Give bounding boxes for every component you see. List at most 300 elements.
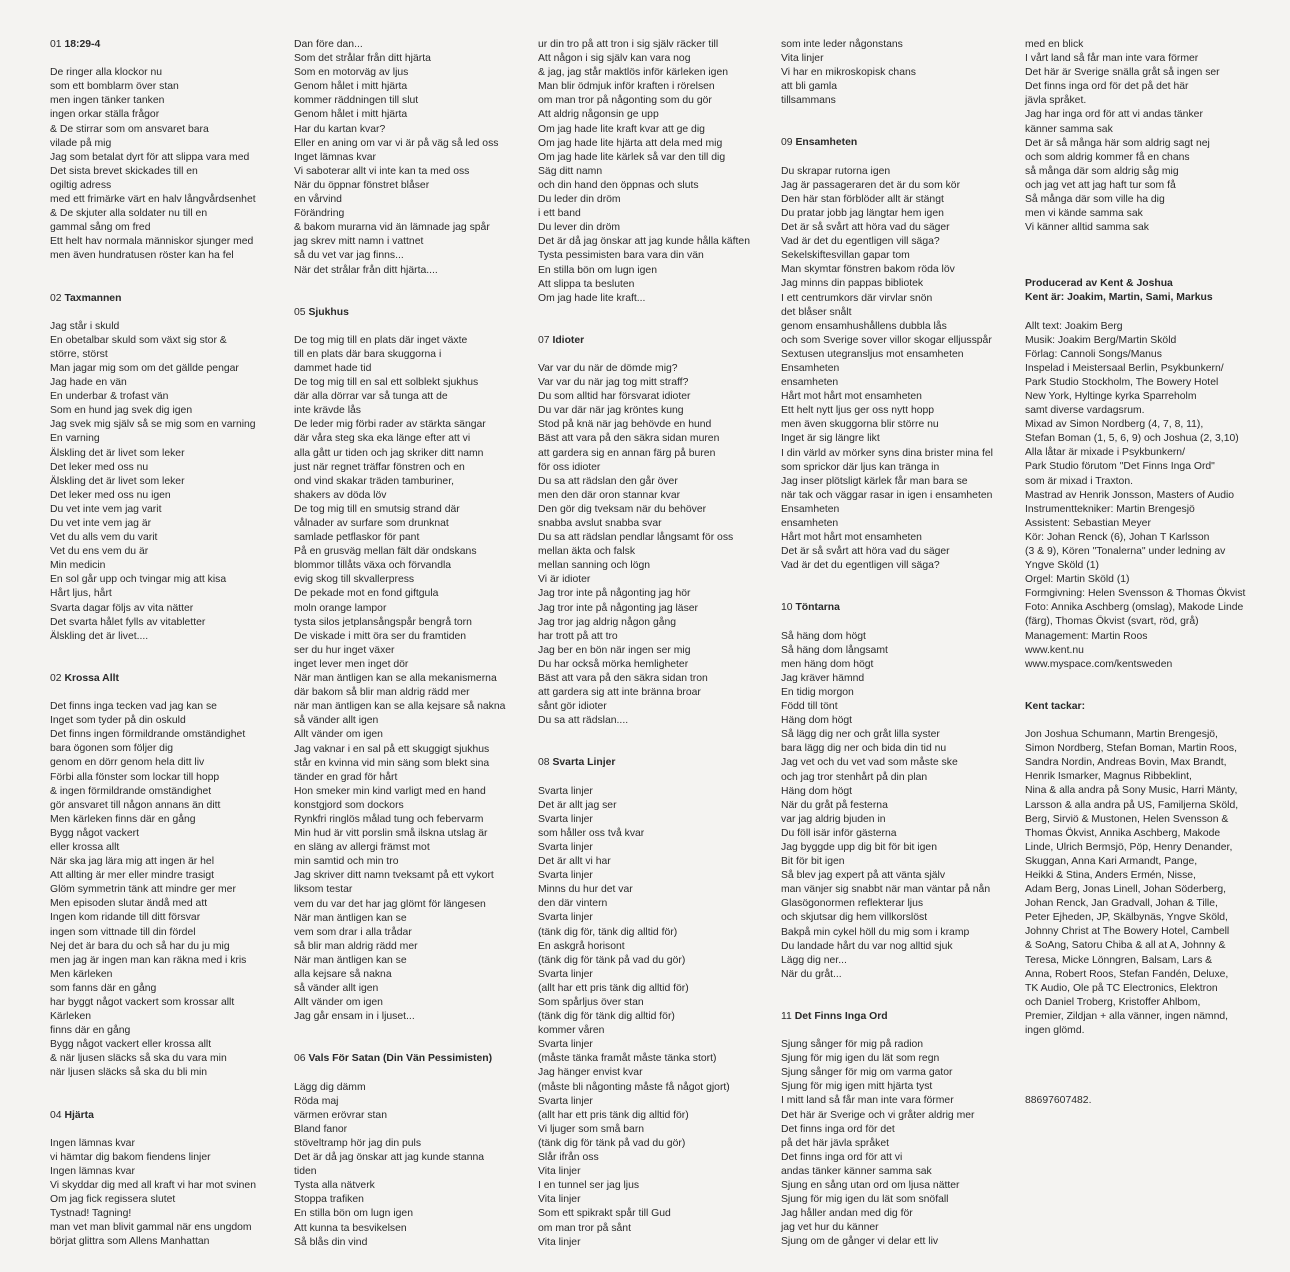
lyric-line: har byggt något vackert som krossar allt	[50, 997, 235, 1008]
lyric-line: & De skjuter alla soldater nu till en	[50, 208, 208, 220]
lyric-line: Född till tönt	[781, 701, 838, 713]
lyric-line: Den här stan förblöder allt är stängt	[781, 193, 944, 205]
lyric-line: När man äntligen kan se	[294, 912, 407, 924]
lyric-line: shakers av döda löv	[294, 489, 387, 501]
lyric-line: vem du var det har jag glömt för längesen	[294, 898, 486, 910]
lyric-line: De leder mig förbi rader av stärkta sängar	[294, 419, 486, 431]
lyric-line: andas tänker känner samma sak	[781, 1165, 932, 1177]
lyric-line: I vårt land så får man inte vara förmer	[1025, 53, 1199, 65]
lyric-line: Bygg något vackert eller krossa allt	[50, 1039, 212, 1051]
lyric-line: En varning	[50, 433, 100, 445]
lyric-line: Jag går ensam in i ljuset...	[294, 1011, 415, 1023]
lyric-line: I mitt land så får man inte vara förmer	[781, 1095, 954, 1107]
song-title	[50, 38, 256, 52]
lyric-line: Minns du hur det var	[538, 884, 633, 896]
lyric-line: De tog mig till en smutsig strand där	[294, 503, 460, 515]
lyric-line: men även skuggorna blir större nu	[781, 419, 939, 431]
track-number: 08	[538, 757, 550, 769]
lyric-line: Vi känner alltid samma sak	[1025, 222, 1149, 234]
lyric-line: Det är då jag önskar att jag kunde stanna	[294, 1152, 485, 1164]
lyric-line: Du var där när jag kröntes kung	[538, 405, 684, 417]
song-title	[50, 292, 256, 306]
lyric-line: man vänjer sig snabbt när man väntar på nån	[781, 884, 991, 896]
track-name: Svarta Linjer	[552, 757, 616, 769]
lyric-line: ingen som vittnade till din fördel	[50, 926, 196, 938]
lyric-line: När du öppnar fönstret blåser	[294, 179, 430, 191]
lyric-line: Jag minns din pappas bibliotek	[781, 278, 924, 290]
lyric-line: Bit för bit igen	[781, 856, 845, 868]
lyric-line: Jag vet och du vet vad som måste ske	[781, 757, 958, 769]
lyric-line: men häng dom högt	[781, 658, 874, 670]
lyric-line: När det strålar från ditt hjärta....	[294, 264, 438, 276]
lyric-line: Så många där som ville ha dig	[1025, 194, 1165, 206]
lyric-line: Sjung sånger för mig om varma gator	[781, 1067, 953, 1079]
lyric-line: Det är så svårt att höra vad du säger	[781, 222, 950, 234]
lyric-line: Larsson & alla andra på US, Familjerna Sköld,	[1025, 799, 1239, 811]
lyric-line: bara lägg dig ner och bida din tid nu	[781, 743, 947, 755]
lyric-line: värmen erövrar stan	[294, 1109, 387, 1121]
lyric-line: Genom hålet i mitt hjärta	[294, 109, 408, 121]
song-block	[538, 756, 750, 1249]
lyric-line: Johan Renck, Jan Gradvall, Johan & Tille,	[1025, 898, 1218, 910]
lyric-line: där alla dörrar var så tunga att de	[294, 391, 448, 403]
lyric-line: Vet du alls vem du varit	[50, 532, 158, 544]
lyric-line: Henrik Ismarker, Magnus Ribbeklint,	[1025, 771, 1192, 783]
lyric-line: och som Sverige sover villor skogar elljusspår	[781, 334, 992, 346]
track-number: 07	[538, 334, 550, 346]
lyric-line: blommor tillåts växa och förvandla	[294, 560, 452, 572]
lyric-line: till en plats där bara skuggorna i	[294, 348, 442, 360]
lyric-line: Det här är Sverige snälla gråt så ingen ser	[1025, 67, 1220, 79]
lyric-line: Säg ditt namn	[538, 165, 603, 177]
lyric-line: (tänk dig för, tänk dig alltid för)	[538, 926, 678, 938]
lyric-line: Om jag fick regissera slutet	[50, 1194, 176, 1206]
lyric-line: En obetalbar skuld som växt sig stor &	[50, 334, 227, 346]
lyric-line: Sjung om de gånger vi delar ett liv	[781, 1236, 939, 1248]
lyric-line: Jag tror jag aldrig någon gång	[538, 616, 677, 628]
lyric-line: Du landade hårt du var nog alltid sjuk	[781, 940, 953, 952]
lyric-line: Jag inser plötsligt kärlek får man bara se	[781, 475, 968, 487]
lyric-line: En askgrå horisont	[538, 940, 625, 952]
lyric-line: en släng av allergi främst mot	[294, 842, 430, 854]
lyric-line: tänder en grad för hårt	[294, 771, 398, 783]
lyric-line: kommer våren	[538, 1025, 605, 1037]
lyric-line: Adam Berg, Jonas Linell, Johan Söderberg,	[1025, 884, 1227, 896]
lyric-line: Producerad av Kent & Joshua	[1025, 278, 1173, 290]
lyric-line: Teresa, Micke Lönngren, Balsam, Lars &	[1025, 954, 1213, 966]
lyric-line: Jag håller andan med dig för	[781, 1208, 913, 1220]
lyric-line: att bli gamla	[781, 81, 838, 93]
lyric-line: Bakpå min cykel höll du mig som i kramp	[781, 926, 970, 938]
lyric-line: Allt vänder om igen	[294, 729, 383, 741]
lyric-line: Premier, Zildjan + alla vänner, ingen nämnd,	[1025, 1010, 1229, 1022]
track-number: 10	[781, 602, 793, 614]
lyric-line: (tänk dig för tänk dig alltid för)	[538, 1011, 675, 1023]
lyric-line: (tänk dig för tänk på vad du gör)	[538, 954, 686, 966]
lyric-line: Jag hänger envist kvar	[538, 1067, 643, 1079]
song-block	[781, 1010, 993, 1250]
text-block	[1025, 38, 1245, 235]
lyric-line: Inget lämnas kvar	[294, 151, 377, 163]
lyric-line: ingen orkar ställa frågor	[50, 109, 160, 121]
song-title	[781, 136, 993, 150]
lyric-line: Så lägg dig ner och gråt lilla syster	[781, 729, 940, 741]
lyric-line: Vi ljuger som små barn	[538, 1123, 645, 1135]
lyric-line: i ett band	[538, 208, 581, 220]
column-3	[538, 38, 750, 1250]
lyric-line: & De stirrar som om ansvaret bara	[50, 123, 209, 135]
song-block	[50, 38, 256, 264]
lyric-line: Den gör dig tveksam när du behöver	[538, 503, 707, 515]
lyric-line: samt diverse vardagsrum.	[1025, 405, 1145, 417]
lyric-line: Dan före dan...	[294, 39, 363, 50]
lyric-line: ingen glömd.	[1025, 1025, 1085, 1036]
track-name: Sjukhus	[308, 306, 349, 318]
lyric-line: Glasögonormen reflekterar ljus	[781, 898, 924, 910]
lyric-line: Instrumenttekniker: Martin Brengesjö	[1025, 503, 1195, 515]
lyric-line: Sjung för mig igen du lät som snöfall	[781, 1194, 949, 1206]
lyric-line: Jag ber en bön när ingen ser mig	[538, 644, 691, 656]
lyric-line: De tog mig till en plats där inget växte	[294, 334, 468, 346]
lyric-line: Svarta linjer	[538, 813, 593, 825]
lyric-line: Kör: Johan Renck (6), Johan T Karlsson	[1025, 531, 1210, 543]
lyric-line: som inte leder någonstans	[781, 39, 903, 50]
lyric-line: Du vet inte vem jag är	[50, 518, 152, 529]
lyric-line: Jag kräver hämnd	[781, 672, 865, 684]
lyric-line: Jag står i skuld	[50, 320, 120, 332]
lyric-line: det blåser snålt	[781, 306, 852, 318]
lyric-line: som sprickor där ljus kan tränga in	[781, 461, 940, 473]
lyric-line: Jag har inga ord för att vi andas tänker	[1025, 109, 1203, 121]
lyric-line: Var var du när jag tog mitt straff?	[538, 377, 689, 389]
lyric-line: som är mixad i Traxton.	[1025, 475, 1133, 487]
lyric-line: dammet hade tid	[294, 362, 372, 374]
lyric-line: & SoAng, Satoru Chiba & all at A, Johnny &	[1025, 940, 1226, 952]
lyric-line: Mastrad av Henrik Jonsson, Masters of Audio	[1025, 489, 1235, 501]
lyric-line: gör ansvaret till någon annans än ditt	[50, 799, 221, 811]
lyric-line: I en tunnel ser jag ljus	[538, 1180, 640, 1192]
lyric-line: Stod på knä när jag behövde en hund	[538, 419, 712, 431]
lyric-line: Röda maj	[294, 1095, 339, 1107]
lyric-line: men ingen tänker tanken	[50, 95, 165, 107]
lyric-line: Slår ifrån oss	[538, 1152, 599, 1164]
lyric-line: När du gråt...	[781, 968, 842, 980]
lyric-line: De tog mig till en sal ett solblekt sjukhus	[294, 377, 479, 389]
lyric-line: Vita linjer	[538, 1166, 581, 1178]
lyric-line: en vårvind	[294, 194, 342, 206]
lyric-line: Johnny Christ at The Bowery Hotel, Cambell	[1025, 926, 1230, 938]
lyric-line: om man tror på sånt	[538, 1222, 631, 1234]
text-block	[1025, 1094, 1245, 1108]
lyric-line: (måste tänka framåt måste tänka stort)	[538, 1053, 717, 1065]
lyric-line: Park Studio Stockholm, The Bowery Hotel	[1025, 376, 1219, 388]
lyric-line: Ingen kom ridande till ditt försvar	[50, 912, 201, 924]
song-block	[50, 672, 256, 1081]
lyric-line: Sextusen utegransljus mot ensamheten	[781, 348, 964, 360]
lyric-line: och Daniel Troberg, Kristoffer Ahlbom,	[1025, 996, 1201, 1008]
lyric-line: Så blås din vind	[294, 1236, 368, 1248]
lyric-line: Jag skriver ditt namn tveksamt på ett vykort	[294, 870, 494, 882]
lyric-line: Det finns ingen förmildrande omständighet	[50, 729, 246, 741]
track-name: 18:29-4	[64, 39, 101, 50]
lyric-line: Häng dom högt	[781, 715, 853, 727]
lyric-line: sånt gör idioter	[538, 701, 607, 713]
song-title	[50, 672, 256, 686]
lyric-line: Om jag hade lite kraft...	[538, 292, 646, 304]
lyric-line: När man äntligen kan se alla mekanismerna	[294, 673, 497, 685]
lyric-line: evig skog till skvallerpress	[294, 574, 415, 586]
lyric-line: Genom hålet i mitt hjärta	[294, 81, 408, 93]
song-title	[294, 306, 505, 320]
lyric-line: Assistent: Sebastian Meyer	[1025, 517, 1151, 529]
lyric-line: vi hämtar dig bakom fiendens linjer	[50, 1151, 211, 1163]
lyric-line: Management: Martin Roos	[1025, 630, 1148, 642]
column-2	[294, 38, 505, 1250]
lyric-line: Rynkfri ringlös målad tung och febervarm	[294, 813, 484, 825]
lyric-line: mellan äkta och falsk	[538, 546, 636, 558]
track-name: Vals För Satan (Din Vän Pessimisten)	[308, 1053, 493, 1065]
lyric-line: Det är så svårt att höra vad du säger	[781, 546, 950, 558]
lyric-line: Som spårljus över stan	[538, 997, 644, 1008]
lyric-line: Ett helt nytt ljus ger oss nytt hopp	[781, 405, 935, 417]
lyric-line: Mixad av Simon Nordberg (4, 7, 8, 11),	[1025, 419, 1204, 431]
lyric-line: Stoppa trafiken	[294, 1194, 364, 1206]
lyric-line: så många där som aldrig såg mig	[1025, 165, 1179, 177]
lyric-line: Ensamheten	[781, 503, 840, 515]
lyric-line: Du pratar jobb jag längtar hem igen	[781, 207, 944, 219]
lyric-line: Sandra Nordin, Andreas Bovin, Max Brandt,	[1025, 757, 1227, 769]
lyric-line: Kärleken	[50, 1011, 92, 1023]
lyric-line: ogiltig adress	[50, 179, 112, 191]
lyric-line: Tysta pessimisten bara vara din vän	[538, 250, 704, 262]
lyric-line: Som ett spikrakt spår till Gud	[538, 1208, 671, 1220]
lyric-line: snabba avslut snabba svar	[538, 518, 662, 529]
lyric-line: Lägg dig ner...	[781, 954, 847, 966]
lyric-line: Det finns inga tecken vad jag kan se	[50, 701, 217, 713]
lyric-line: När man äntligen kan se	[294, 954, 407, 966]
lyric-line: Vita linjer	[781, 53, 824, 65]
lyric-line: Förändring	[294, 208, 345, 220]
lyric-line: Nina & alla andra på Sony Music, Harri Mänty,	[1025, 785, 1238, 797]
track-name: Töntarna	[795, 602, 840, 614]
track-name: Taxmannen	[64, 292, 122, 304]
lyric-line: Svarta linjer	[538, 841, 593, 853]
lyric-line: En tidig morgon	[781, 686, 854, 698]
lyric-line: har trott på att tro	[538, 630, 618, 642]
lyric-line: som ett bomblarm över stan	[50, 81, 179, 93]
lyric-line: Jag tror inte på någonting jag hör	[538, 588, 691, 600]
text-block	[781, 38, 993, 108]
lyric-line: Bland fanor	[294, 1123, 348, 1135]
lyric-line: Det sista brevet skickades till en	[50, 165, 198, 177]
lyric-line: Att slippa ta besluten	[538, 278, 635, 290]
lyric-line: stöveltramp hör jag din puls	[294, 1137, 422, 1149]
lyric-line: (måste bli någonting måste få något gjort)	[538, 1081, 730, 1093]
lyric-line: så vänder allt igen	[294, 983, 379, 995]
lyric-line: & bakom murarna vid än lämnade jag spår	[294, 222, 490, 234]
lyric-line: Svarta linjer	[538, 870, 593, 882]
lyric-line: Inget som tyder på din oskuld	[50, 715, 186, 727]
text-block	[1025, 700, 1245, 1038]
lyric-line: Ett helt hav normala människor sjunger med	[50, 236, 254, 248]
lyric-line: Bäst att vara på den säkra sidan muren	[538, 433, 720, 445]
lyric-line: Man skymtar fönstren bakom röda löv	[781, 264, 955, 276]
lyric-line: Du föll isär inför gästerna	[781, 827, 897, 839]
track-name: Krossa Allt	[64, 672, 119, 684]
lyric-line: Det här är Sverige och vi gråter aldrig mer	[781, 1109, 975, 1121]
lyric-line: större, störst	[50, 348, 108, 360]
lyric-line: Det leker med oss nu	[50, 461, 149, 473]
lyric-line: (tänk dig för tänk på vad du gör)	[538, 1137, 686, 1149]
lyric-line: Du sa att rädslan....	[538, 715, 629, 727]
lyric-line: ond vind skakar träden tamburiner,	[294, 475, 454, 487]
lyric-line: Har du kartan kvar?	[294, 123, 386, 135]
lyric-line: Att någon i sig själv kan vara nog	[538, 53, 691, 65]
lyric-line: Om jag hade lite kärlek så var den till dig	[538, 151, 726, 163]
lyric-line: att gardera sig en annan färg på buren	[538, 447, 716, 459]
lyric-line: Glöm symmetrin tänk att mindre ger mer	[50, 884, 236, 896]
track-number: 01	[50, 39, 62, 50]
lyric-line: Inspelad i Meistersaal Berlin, Psykbunkern/	[1025, 362, 1224, 374]
lyric-line: och jag vet att jag haft tur som få	[1025, 179, 1176, 191]
song-title	[50, 1109, 256, 1123]
lyric-line: Svarta linjer	[538, 785, 593, 797]
lyric-line: men även hundratusen röster kan ha fel	[50, 250, 234, 262]
lyric-line: Du vet inte vem jag varit	[50, 503, 162, 515]
song-title	[538, 334, 750, 348]
lyric-line: men jag är ingen man kan räkna med i kris	[50, 954, 247, 966]
track-number: 04	[50, 1109, 62, 1121]
lyric-line: Sekelskiftesvillan gapar tom	[781, 250, 910, 262]
lyric-line: Att kunna ta besvikelsen	[294, 1222, 407, 1234]
song-block	[294, 1052, 505, 1249]
lyric-line: Hon smeker min kind varligt med en hand	[294, 785, 486, 797]
lyric-line: Du sa att rädslan den går över	[538, 475, 678, 487]
lyric-line: Sjung en sång utan ord om ljusa nätter	[781, 1180, 960, 1192]
lyric-line: En sol går upp och tvingar mig att kisa	[50, 574, 227, 586]
lyric-line: bara ögonen som följer dig	[50, 743, 174, 755]
lyric-line: så blir man aldrig rädd mer	[294, 940, 418, 952]
lyric-line: Svarta linjer	[538, 1095, 593, 1107]
lyric-line: Förlag: Cannoli Songs/Manus	[1025, 348, 1162, 360]
lyric-line: Det svarta hålet fylls av vitabletter	[50, 616, 206, 628]
lyric-line: Ingen lämnas kvar	[50, 1137, 135, 1149]
lyric-line: där bakom så blir man aldrig rädd mer	[294, 687, 470, 699]
lyric-line: men den där oron stannar kvar	[538, 489, 681, 501]
lyric-line: ur din tro på att tron i sig själv räcker till	[538, 39, 719, 50]
lyric-line: Jag vaknar i en sal på ett skuggigt sjukhus	[294, 743, 490, 755]
lyric-line: www.myspace.com/kentsweden	[1025, 658, 1173, 670]
lyric-line: Som det strålar från ditt hjärta	[294, 53, 431, 65]
lyric-line: var jag aldrig bjuden in	[781, 813, 886, 825]
lyric-line: Så blev jag expert på att vänta själv	[781, 870, 946, 882]
lyric-line: Om jag hade lite kraft kvar att ge dig	[538, 123, 705, 135]
lyric-line: för oss idioter	[538, 461, 601, 473]
lyric-line: Om jag hade lite hjärta att dela med mig	[538, 137, 723, 149]
section-heading: Kent tackar:	[1025, 700, 1086, 712]
track-number: 05	[294, 306, 306, 318]
column-1	[50, 38, 256, 1250]
text-block	[1025, 277, 1245, 305]
song-title	[538, 756, 750, 770]
lyric-line: I ett centrumkors där virvlar snön	[781, 292, 933, 304]
lyric-line: och jag tror stenhårt på din plan	[781, 771, 928, 783]
lyric-line: med ett frimärke värt en halv långvårdsenhet	[50, 194, 256, 206]
lyric-line: Vi har en mikroskopisk chans	[781, 67, 916, 79]
lyric-line: står en kvinna vid min säng som blekt sina	[294, 757, 490, 769]
lyric-line: tiden	[294, 1166, 317, 1178]
lyric-line: jag vet hur du känner	[781, 1222, 879, 1234]
lyric-line: Min hud är vitt porslin små ilskna utslag är	[294, 828, 488, 840]
lyric-line: Anna, Robert Roos, Stefan Fandén, Deluxe,	[1025, 968, 1229, 980]
lyric-line: Vi skyddar dig med all kraft vi har mot svinen	[50, 1180, 256, 1192]
lyric-line: & jag, jag står maktlös inför kärleken igen	[538, 67, 729, 79]
lyric-line: Min medicin	[50, 560, 106, 572]
lyric-line: Vita linjer	[538, 1194, 581, 1206]
lyric-line: Älskling det är livet som leker	[50, 475, 185, 487]
lyric-line: min samtid och min tro	[294, 856, 399, 868]
lyric-line: Så häng dom högt	[781, 630, 866, 642]
lyric-line: Svarta dagar följs av vita nätter	[50, 602, 194, 614]
lyric-line: konstgjord som dockors	[294, 799, 404, 811]
lyric-line: Du skrapar rutorna igen	[781, 165, 891, 177]
lyric-line: att gardera sig att inte bränna broar	[538, 687, 701, 699]
lyric-line: vilade på mig	[50, 137, 112, 149]
lyric-line: På en grusväg mellan fält där ondskans	[294, 546, 477, 558]
lyric-line: Hårt ljus, hårt	[50, 588, 112, 600]
lyric-line: börjat glittra som Allens Manhattan	[50, 1236, 210, 1248]
lyric-line: jag skrev mitt namn i vattnet	[294, 236, 424, 248]
lyric-line: och din hand den öppnas och sluts	[538, 179, 699, 191]
lyric-line: när tak och väggar rasar in igen i ensamheten	[781, 489, 993, 501]
lyric-line: alla gått ur tiden och jag skriker ditt namn	[294, 447, 484, 459]
song-title	[781, 1010, 993, 1024]
lyric-line: Skuggan, Anna Kari Armandt, Pange,	[1025, 855, 1198, 867]
song-block	[294, 306, 505, 1025]
lyric-line: Vi saboterar allt vi inte kan ta med oss	[294, 165, 470, 177]
lyric-line: Hårt mot hårt mot ensamheten	[781, 532, 922, 544]
lyric-line: Yngve Sköld (1)	[1025, 560, 1099, 572]
lyric-line: www.kent.nu	[1025, 644, 1084, 656]
track-number: 02	[50, 292, 62, 304]
lyric-line: (färg), Thomas Ökvist (svart, röd, grå)	[1025, 616, 1199, 628]
track-name: Hjärta	[64, 1109, 94, 1121]
lyric-line: Svarta linjer	[538, 1039, 593, 1051]
lyric-line: Bäst att vara på den säkra sidan tron	[538, 673, 708, 685]
lyric-line: samlade petflaskor för pant	[294, 532, 420, 544]
lyric-line: Att allting är mer eller mindre trasigt	[50, 870, 214, 882]
lyric-line: Det finns inga ord för det	[781, 1123, 895, 1135]
lyric-line: Du som alltid har försvarat idioter	[538, 391, 691, 403]
lyric-line: och som aldrig kommer få en chans	[1025, 151, 1190, 163]
lyric-line: (3 & 9), Kören "Tonalerna" under ledning av	[1025, 546, 1226, 557]
lyric-line: Sjung för mig igen mitt hjärta tyst	[781, 1081, 933, 1093]
lyric-line: Jag som betalat dyrt för att slippa vara med	[50, 151, 250, 163]
lyric-line: (allt har ett pris tänk dig alltid för)	[538, 1109, 689, 1121]
lyric-line: Älskling det är livet....	[50, 630, 149, 642]
lyric-line: Formgivning: Helen Svensson & Thomas Ökvist	[1025, 588, 1246, 600]
lyric-line: Peter Ejheden, JP, Skälbynäs, Yngve Sköld,	[1025, 912, 1228, 924]
lyric-line: Jag hade en vän	[50, 377, 127, 389]
lyric-line: Så häng dom långsamt	[781, 644, 888, 656]
lyric-line: Att aldrig någonsin ge upp	[538, 109, 659, 121]
lyric-line: som fanns där en gång	[50, 982, 157, 994]
lyric-line: De pekade mot en fond giftgula	[294, 588, 439, 600]
lyric-line: Vad är det du egentligen vill säga?	[781, 560, 940, 572]
lyric-line: Svarta linjer	[538, 912, 593, 924]
lyric-line: genom ensamhushållens dubbla lås	[781, 320, 947, 332]
lyric-line: Vita linjer	[538, 1236, 581, 1248]
